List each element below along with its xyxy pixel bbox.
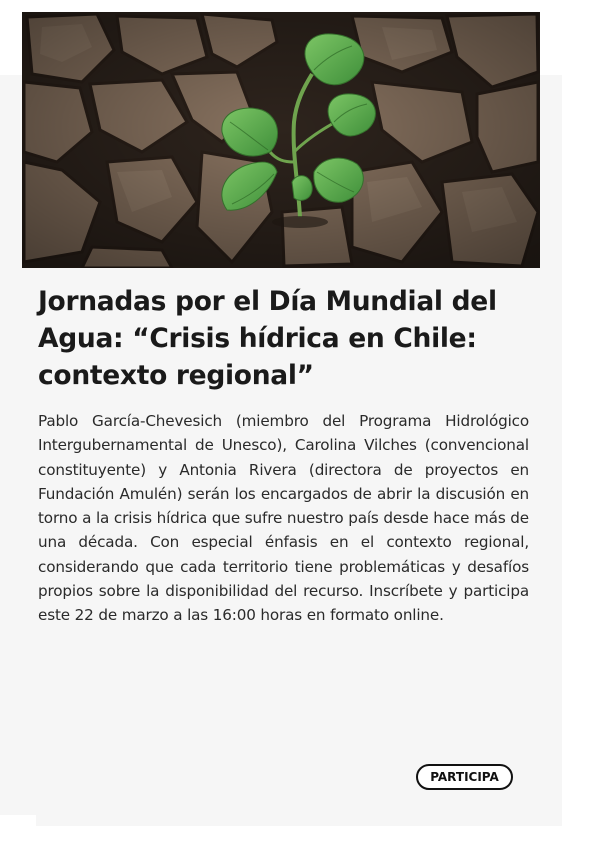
sprout-on-cracked-earth-image bbox=[22, 12, 540, 268]
article-card-bottom-edge bbox=[36, 815, 562, 826]
participa-button[interactable]: PARTICIPA bbox=[416, 764, 513, 790]
article-body: Pablo García-Chevesich (miembro del Programa Hidrológico Intergubernamental de Unesco), Carolina Vilches (convencional constituyente) y Antonia Rivera (directora de proyectos en Fundación Amulén) serán los encargados de abrir la discusión en torno a la crisis hídrica que sufre nuestro país desde hace más de una década. Con especial énfasis en el contexto regional, considerando que cada territorio tiene problemáticas y desafíos propios sobre la disponibilidad del recurso. Inscríbete y participa este 22 de marzo a las 16:00 horas en formato online. bbox=[38, 412, 529, 625]
hero-image bbox=[22, 12, 540, 268]
article-title: Jornadas por el Día Mundial del Agua: “Crisis hídrica en Chile: contexto regional” bbox=[38, 286, 497, 391]
